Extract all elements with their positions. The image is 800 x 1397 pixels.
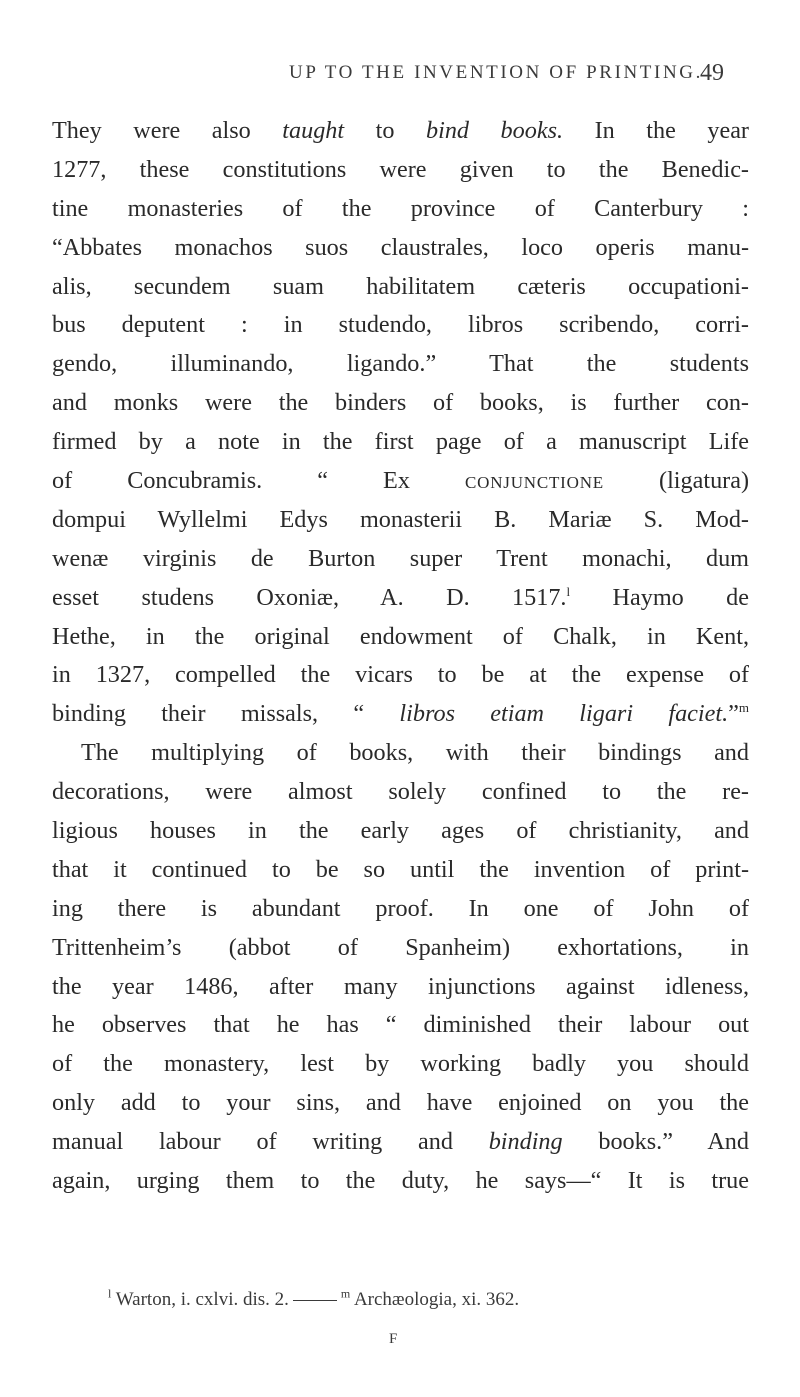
text-line: They were also taught to bind books. In the year	[52, 117, 749, 144]
text-line: binding their missals, “ libros etiam ligari faciet.”$^m$	[52, 700, 749, 728]
text-line: ing there is abundant proof. In one of John of	[52, 894, 749, 922]
signature-mark: F	[389, 1331, 398, 1347]
text-line: that it continued to be so until the invention of print-	[52, 855, 749, 883]
running-title: UP TO THE INVENTION OF PRINTING.	[289, 62, 703, 83]
text-line: The multiplying of books, with their bindings and	[81, 739, 749, 767]
text-line: and monks were the binders of books, is further con-	[52, 389, 749, 417]
text-line: 1277, these constitutions were given to the Benedic-	[52, 155, 749, 183]
text-line: of the monastery, lest by working badly you should	[52, 1050, 749, 1078]
text-line: gendo, illuminando, ligando.” That the students	[52, 350, 749, 378]
text-line: bus deputent : in studendo, libros scribendo, corri-	[52, 311, 749, 339]
footnote-separator	[293, 1300, 337, 1301]
text-line: esset studens Oxoniæ, A. D. 1517.$^l$ Haymo de	[52, 583, 749, 611]
running-head	[0, 62, 800, 92]
text-line: manual labour of writing and binding books.” And	[52, 1128, 749, 1156]
text-line: firmed by a note in the first page of a manuscript Life	[52, 428, 749, 456]
text-line: Trittenheim’s (abbot of Spanheim) exhortations, in	[52, 933, 749, 961]
text-line: wenæ virginis de Burton super Trent monachi, dum	[52, 544, 749, 572]
footnotes	[108, 1283, 708, 1317]
page-number: 49	[700, 60, 724, 86]
text-line: of Concubramis. “ Ex conjunctione (ligatura)	[52, 467, 749, 495]
text-line: again, urging them to the duty, he says—“ It is true	[52, 1167, 749, 1195]
footnote-ref: m	[738, 700, 749, 716]
footnote-mark: m	[340, 1286, 351, 1301]
text-line: decorations, were almost solely confined to the re-	[52, 778, 749, 806]
text-line: alis, secundem suam habilitatem cæteris occupationi-	[52, 272, 749, 300]
text-line: dompui Wyllelmi Edys monasterii B. Mariæ S. Mod-	[52, 505, 749, 533]
text-line: “Abbates monachos suos claustrales, loco operis manu-	[52, 233, 749, 261]
text-line: Hethe, in the original endowment of Chalk, in Kent,	[52, 622, 749, 650]
text-line: the year 1486, after many injunctions against idleness,	[52, 972, 749, 1000]
body-text	[52, 112, 749, 1201]
text-line: only add to your sins, and have enjoined on you the	[52, 1089, 749, 1117]
footnote-text: Archæologia, xi. 362.	[350, 1289, 520, 1310]
footnote-mark: l	[108, 1286, 112, 1301]
text-line: in 1327, compelled the vicars to be at the expense of	[52, 661, 749, 689]
footnote-text: Warton, i. cxlvi. dis. 2.	[111, 1289, 289, 1310]
text-line: ligious houses in the early ages of christianity, and	[52, 817, 749, 845]
text-line: he observes that he has “ diminished their labour out	[52, 1011, 749, 1039]
text-line: tine monasteries of the province of Canterbury :	[52, 194, 749, 222]
footnote-ref: l	[566, 583, 571, 599]
